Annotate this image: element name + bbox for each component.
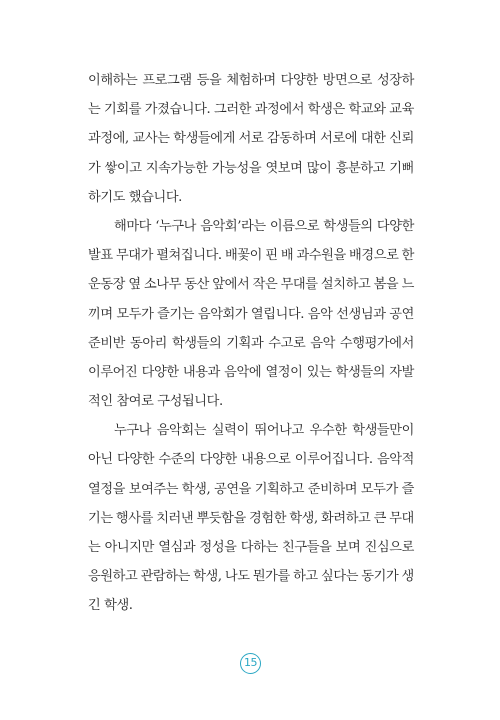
text-line: 아닌 다양한 수준의 다양한 내용으로 이루어집니다. 음악적 <box>88 452 414 468</box>
text-line: 준비반 동아리 학생들의 기획과 수고로 음악 수행평가에서 <box>88 335 414 351</box>
text-line: 는 아니지만 열심과 정성을 다하는 친구들을 보며 진심으로 <box>88 540 414 555</box>
text-line: 가 쌓이고 지속가능한 가능성을 엿보며 많이 흥분하고 기뻐 <box>88 160 414 176</box>
text-line: 발표 무대가 펼쳐집니다. 배꽃이 핀 배 과수원을 배경으로 한 <box>88 248 414 264</box>
text-line: 운동장 옆 소나무 동산 앞에서 작은 무대를 설치하고 봄을 느 <box>88 277 414 293</box>
text-line: 누구나 음악회는 실력이 뛰어나고 우수한 학생들만이 <box>114 423 414 439</box>
text-line: 하기도 했습니다. <box>88 189 182 205</box>
body-text <box>88 66 414 621</box>
text-line: 응원하고 관람하는 학생, 나도 뭔가를 하고 싶다는 동기가 생 <box>88 569 414 585</box>
text-line: 열정을 보여주는 학생, 공연을 기획하고 준비하며 모두가 즐 <box>88 481 414 497</box>
page-number: 15 <box>240 653 261 674</box>
text-line: 적인 참여로 구성됩니다. <box>88 394 223 410</box>
text-line: 긴 학생. <box>88 598 133 614</box>
text-line: 과정에, 교사는 학생들에게 서로 감동하며 서로에 대한 신뢰 <box>88 131 414 147</box>
text-line: 이해하는 프로그램 등을 체험하며 다양한 방면으로 성장하 <box>88 73 414 88</box>
text-line: 끼며 모두가 즐기는 음악회가 열립니다. 음악 선생님과 공연 <box>88 306 414 322</box>
text-line: 이루어진 다양한 내용과 음악에 열정이 있는 학생들의 자발 <box>88 364 414 380</box>
text-line: 는 기회를 가졌습니다. 그러한 과정에서 학생은 학교와 교육 <box>88 102 414 118</box>
text-line: 기는 행사를 치러낸 뿌듯함을 경험한 학생, 화려하고 큰 무대 <box>88 510 414 526</box>
text-line: 해마다 ‘누구나 음악회’라는 이름으로 학생들의 다양한 <box>114 218 414 234</box>
